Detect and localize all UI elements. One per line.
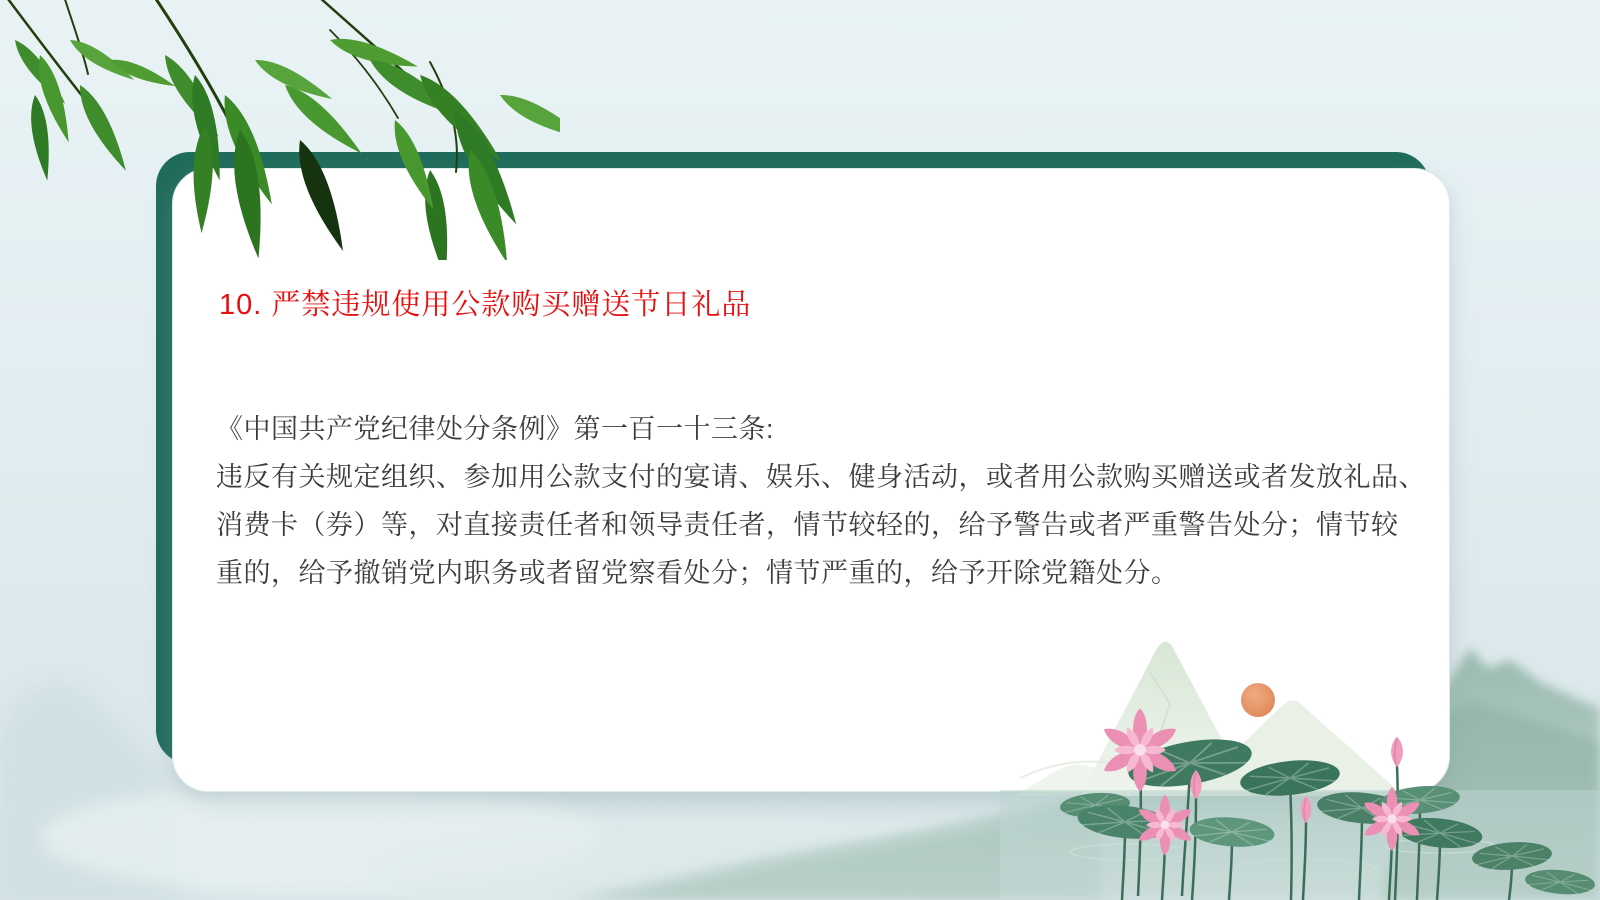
slide-body bbox=[216, 405, 1426, 597]
water-ripples bbox=[1070, 839, 1495, 877]
content-card bbox=[172, 168, 1450, 792]
pond-water bbox=[1000, 790, 1600, 900]
body-line: 消费卡（券）等，对直接责任者和领导责任者，情节较轻的，给予警告或者严重警告处分；情节较 bbox=[216, 510, 1399, 540]
body-line: 违反有关规定组织、参加用公款支付的宴请、娱乐、健身活动，或者用公款购买赠送或者发放礼品、 bbox=[216, 462, 1426, 492]
body-line: 《中国共产党纪律处分条例》第一百一十三条: bbox=[216, 414, 775, 444]
bottom-mist bbox=[40, 783, 1500, 900]
slide-title: 10. 严禁违规使用公款购买赠送节日礼品 bbox=[219, 289, 752, 321]
body-line: 重的，给予撤销党内职务或者留党察看处分；情节严重的，给予开除党籍处分。 bbox=[216, 558, 1179, 588]
